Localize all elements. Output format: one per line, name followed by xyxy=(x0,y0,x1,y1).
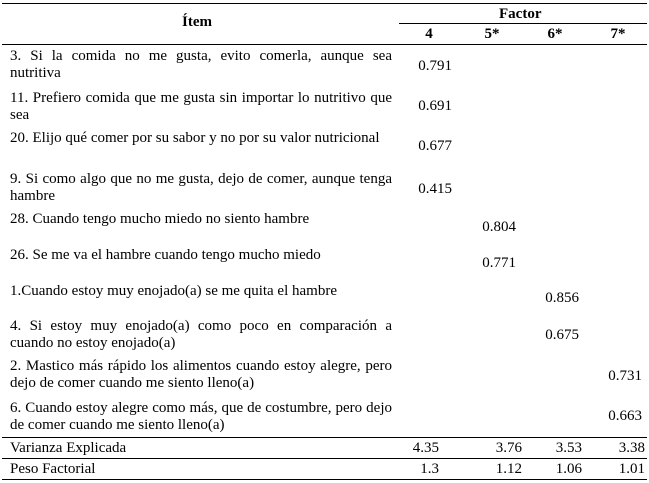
table-row-loading: 0.856 xyxy=(545,290,579,306)
table-row-loading: 0.791 xyxy=(418,58,452,74)
factor-col-6-header: 6* xyxy=(547,26,563,42)
header-bottom-rule xyxy=(2,44,647,45)
table-row-loading: 0.663 xyxy=(608,408,642,424)
table-row-loading: 0.415 xyxy=(418,181,452,197)
factor-col-7-header: 7* xyxy=(610,26,626,42)
variance-explained-label: Varianza Explicada xyxy=(10,440,127,456)
table-row-loading: 0.771 xyxy=(482,255,516,271)
item-column-header: Ítem xyxy=(182,14,212,30)
table-row-item: 1.Cuando estoy muy enojado(a) se me quita el hambre xyxy=(10,283,337,299)
table-row-item: 3. Si la comida no me gusta, evito comerla, aunque sea nutritiva xyxy=(10,48,392,81)
table-row-item: 26. Se me va el hambre cuando tengo mucho miedo xyxy=(10,247,321,263)
factor-weight-value: 1.3 xyxy=(420,461,439,477)
table-row-loading: 0.731 xyxy=(608,368,642,384)
bottom-rule xyxy=(2,479,647,480)
body-bottom-rule xyxy=(2,437,647,438)
table-row-item: 11. Prefiero comida que me gusta sin importar lo nutritivo que sea xyxy=(10,90,392,123)
table-row-item: 28. Cuando tengo mucho miedo no siento hambre xyxy=(10,211,310,227)
variance-explained-value: 3.76 xyxy=(495,440,522,456)
factor-col-4-header: 4 xyxy=(425,26,433,42)
table-row-item: 20. Elijo qué comer por su sabor y no por su valor nutricional xyxy=(10,130,380,146)
table-row-item: 2. Mastico más rápido los alimentos cuando estoy alegre, pero dejo de comer cuando me siento lleno(a) xyxy=(10,358,392,391)
factor-weight-label: Peso Factorial xyxy=(10,461,96,477)
factor-col-5-header: 5* xyxy=(484,26,500,42)
footer-mid-rule xyxy=(2,458,647,459)
factor-group-header: Factor xyxy=(499,6,542,22)
factor-weight-value: 1.06 xyxy=(555,461,582,477)
table-row-item: 4. Si estoy muy enojado(a) como poco en comparación a cuando no estoy enojado(a) xyxy=(10,318,392,351)
table-row-loading: 0.675 xyxy=(545,327,579,343)
variance-explained-value: 3.53 xyxy=(555,440,582,456)
variance-explained-value: 4.35 xyxy=(412,440,439,456)
factor-weight-value: 1.01 xyxy=(618,461,645,477)
factor-underline xyxy=(399,23,647,24)
table-row-loading: 0.691 xyxy=(418,98,452,114)
table-row-item: 9. Si como algo que no me gusta, dejo de comer, aunque tenga hambre xyxy=(10,171,392,204)
top-rule xyxy=(2,3,647,4)
table-row-loading: 0.677 xyxy=(418,138,452,154)
table-row-item: 6. Cuando estoy alegre como más, que de costumbre, pero dejo de comer cuando me siento lleno(a) xyxy=(10,400,392,433)
table-row-loading: 0.804 xyxy=(482,219,516,235)
variance-explained-value: 3.38 xyxy=(618,440,645,456)
factor-weight-value: 1.12 xyxy=(495,461,522,477)
